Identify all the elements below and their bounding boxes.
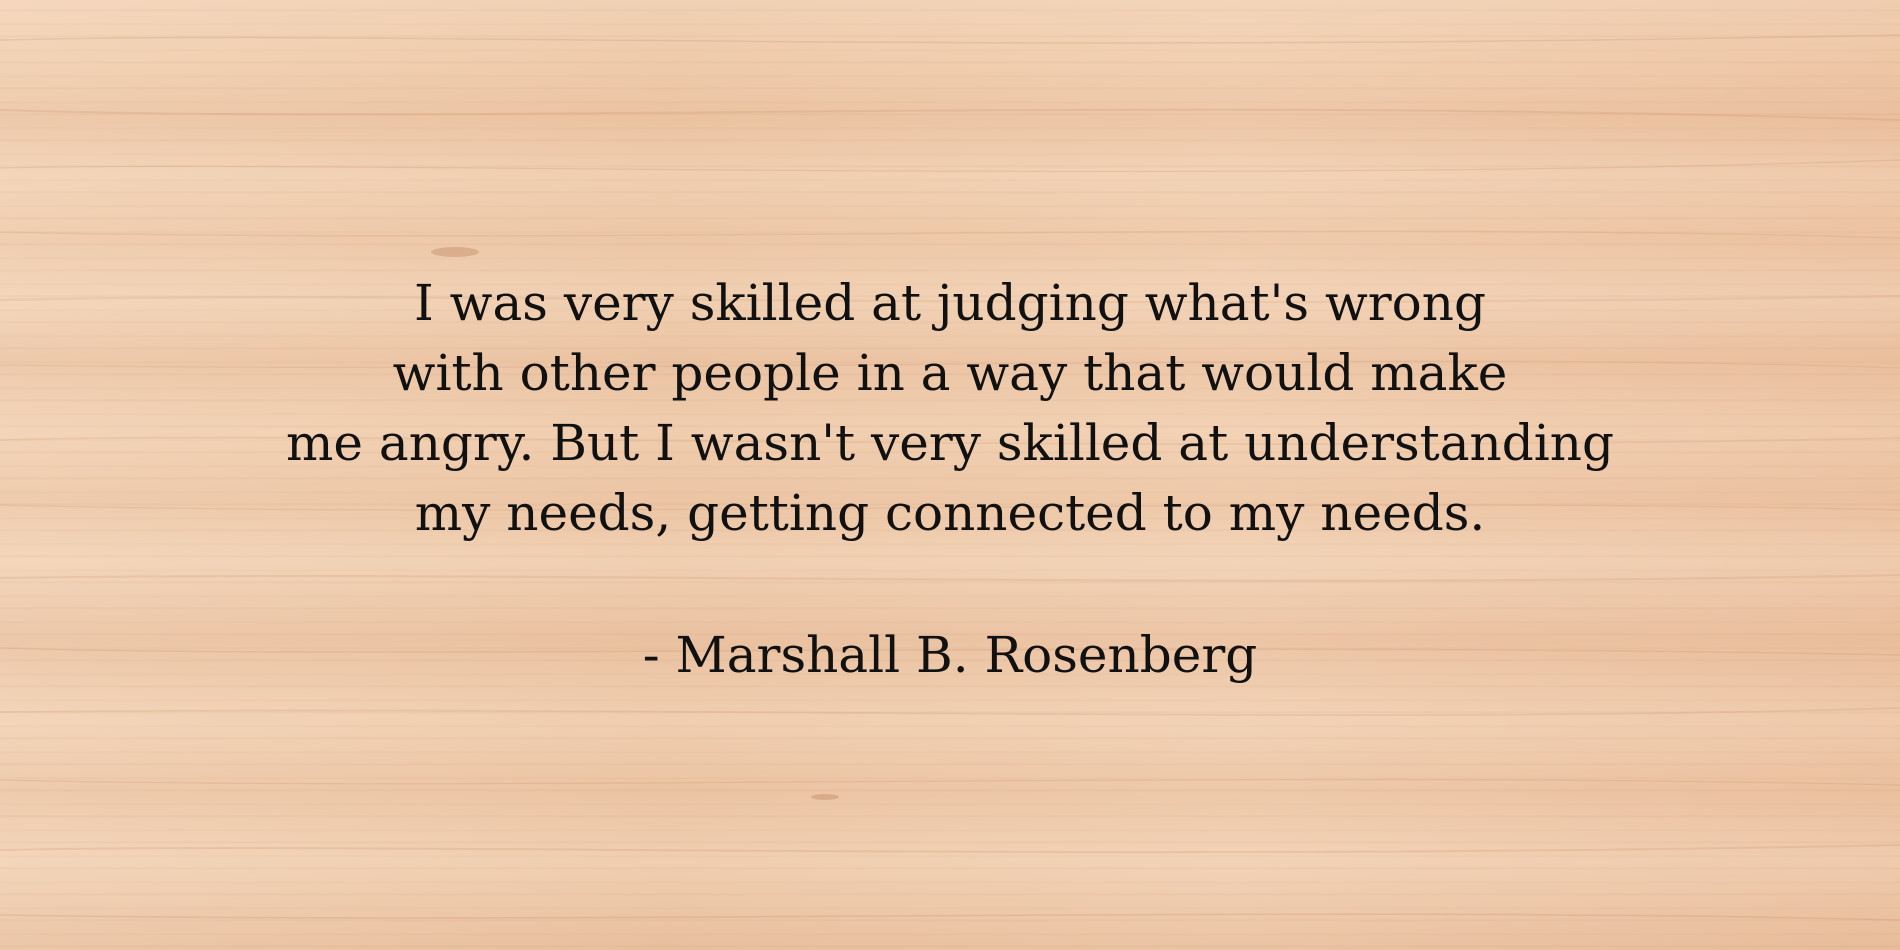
quote-line-3: me angry. But I wasn't very skilled at understanding	[286, 414, 1614, 472]
quote-line-1: I was very skilled at judging what's wrong	[414, 274, 1486, 332]
quote-line-2: with other people in a way that would make	[392, 344, 1508, 402]
quote-attribution: - Marshall B. Rosenberg	[642, 626, 1258, 684]
quote-block	[0, 268, 1900, 690]
quote-line-4: my needs, getting connected to my needs.	[414, 484, 1486, 542]
